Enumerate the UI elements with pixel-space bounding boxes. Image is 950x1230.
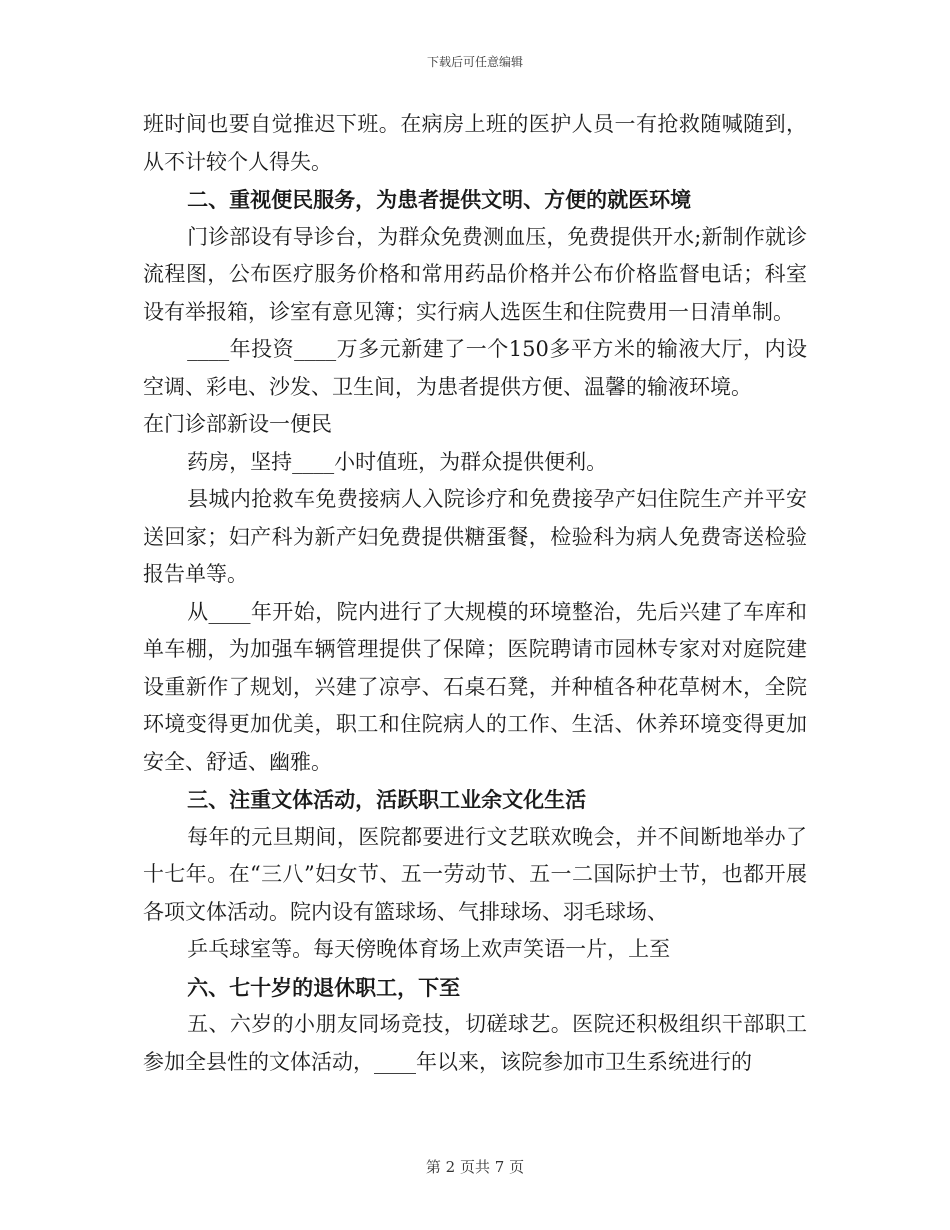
page-header: 下载后可任意编辑 <box>426 55 523 69</box>
page-number-footer: 第 2 页共 7 页 <box>425 1158 525 1176</box>
paragraph: 每年的元旦期间，医院都要进行文艺联欢晚会，并不间断地举办了十七年。在“三八”妇女节、五一劳动节、五一二国际护士节，也都开展各项文体活动。院内设有篮球场、气排球场、羽毛球场、 <box>143 824 807 924</box>
paragraph: 县城内抢救车免费接病人入院诊疗和免费接孕产妇住院生产并平安送回家；妇产科为新产妇免费提供糖蛋餐，检验科为病人免费寄送检验报告单等。 <box>143 487 807 586</box>
paragraph: 班时间也要自觉推迟下班。在病房上班的医护人员一有抢救随喊随到，从不计较个人得失。 <box>143 112 807 174</box>
paragraph: 在门诊部新设一便民 <box>143 412 332 436</box>
paragraph: 从____年开始，院内进行了大规模的环境整治，先后兴建了车库和单车棚，为加强车辆管理提供了保障；医院聘请市园林专家对对庭院建设重新作了规划，兴建了凉亭、石桌石凳，并种植各种花草树木，全院环境变得更加优美，职工和住院病人的工作、生活、休养环境变得更加安全、舒适、幽雅。 <box>143 599 807 774</box>
section-heading: 六、七十岁的退休职工，下至 <box>187 974 461 1000</box>
section-heading: 二、重视便民服务，为患者提供文明、方便的就医环境 <box>187 187 692 212</box>
paragraph: 药房，坚持____小时值班，为群众提供便利。 <box>187 449 608 474</box>
paragraph: 乒乓球室等。每天傍晚体育场上欢声笑语一片，上至 <box>187 937 671 961</box>
section-heading: 三、注重文体活动，活跃职工业余文化生活 <box>187 787 587 812</box>
paragraph: 五、六岁的小朋友同场竞技，切磋球艺。医院还积极组织干部职工参加全县性的文体活动，____年以来，该院参加市卫生系统进行的 <box>143 1012 807 1074</box>
paragraph: 门诊部设有导诊台，为群众免费测血压，免费提供开水;新制作就诊流程图，公布医疗服务价格和常用药品价格并公布价格监督电话；科室设有举报箱，诊室有意见簿；实行病人选医生和住院费用一日清单制。 <box>143 224 807 324</box>
paragraph: ____年投资____万多元新建了一个150多平方米的输液大厅，内设空调、彩电、沙发、卫生间，为患者提供方便、温馨的输液环境。 <box>143 337 807 399</box>
document-body <box>143 106 807 1081</box>
